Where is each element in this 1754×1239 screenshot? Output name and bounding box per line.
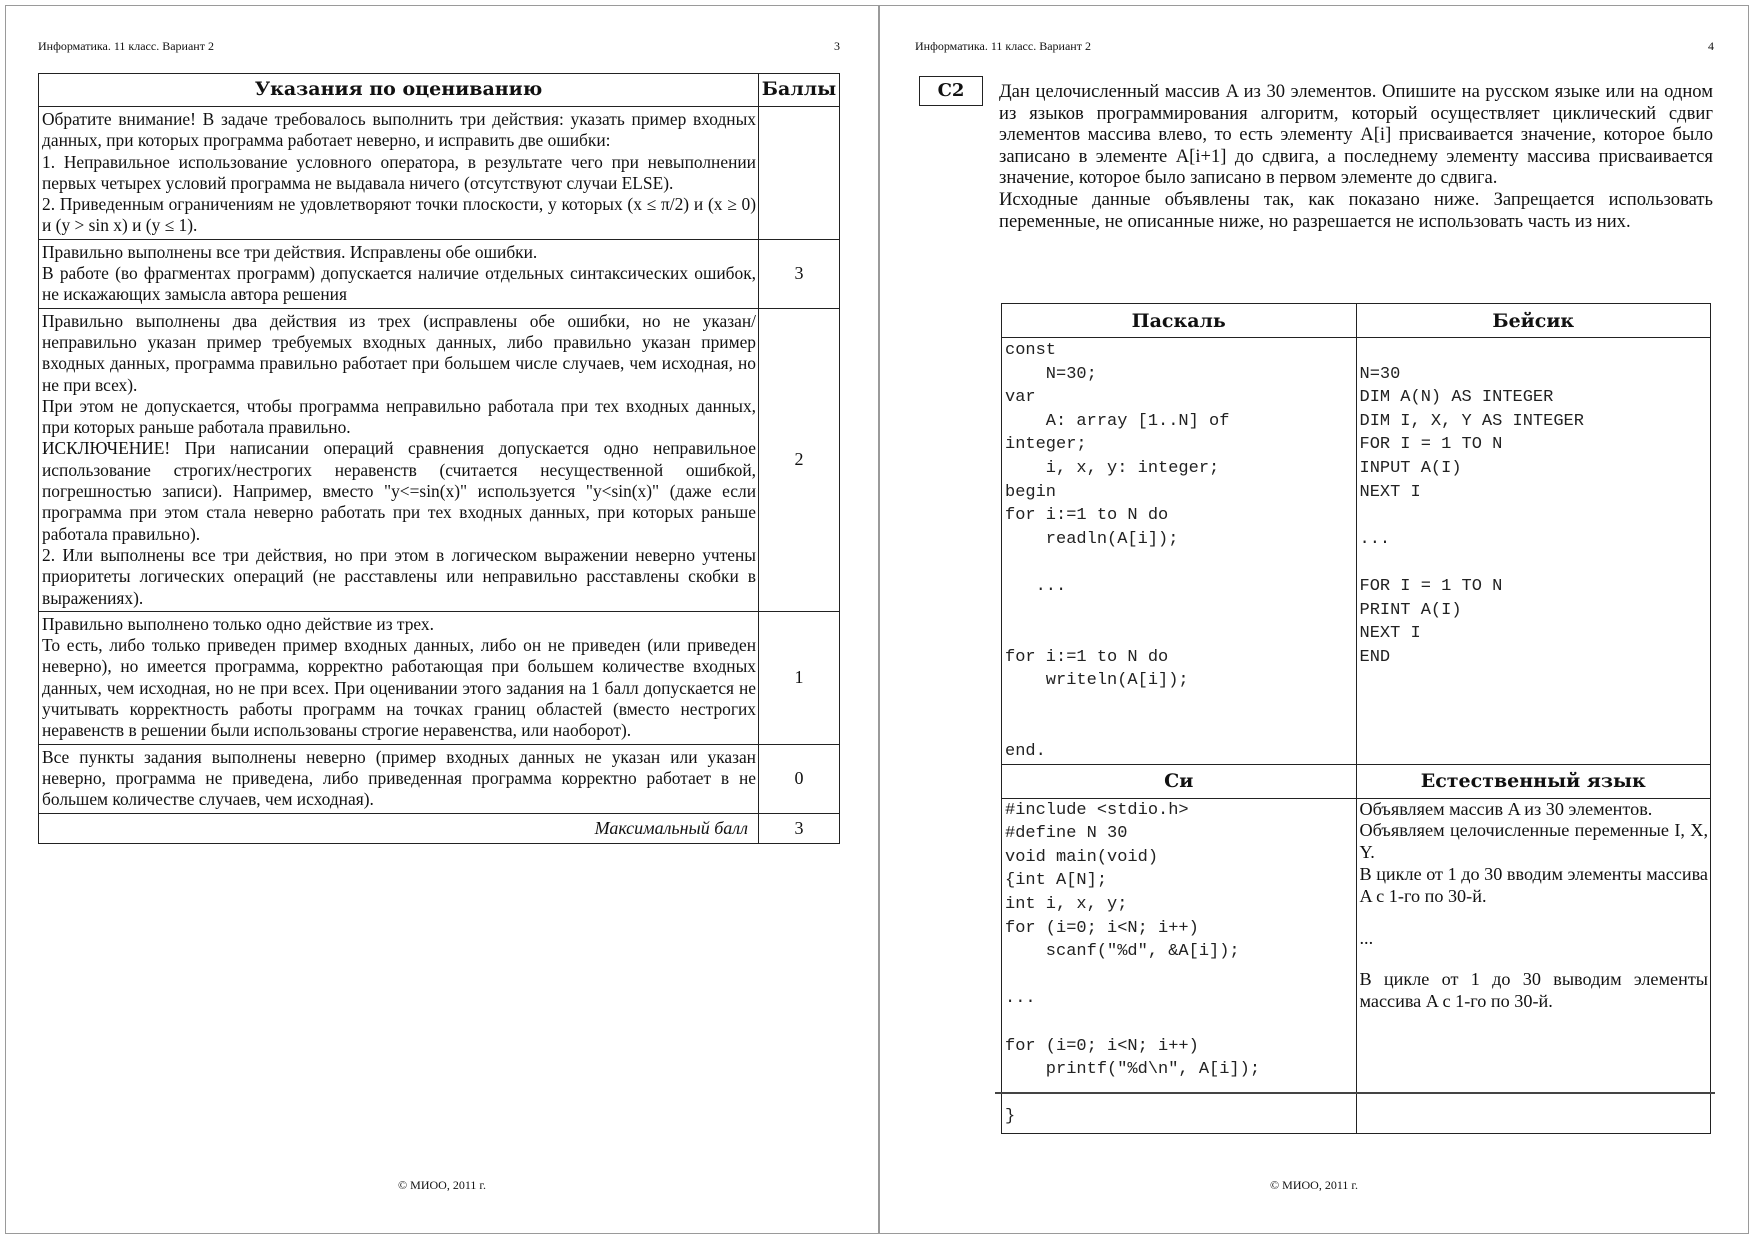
grading-table-header: [39, 74, 840, 107]
criteria-paragraph: То есть, либо только приведен пример входных данных, либо он не приведен (или приведен неверно), но имеется программа, корректно работающая при большем количестве входных данных, чем исходная, но не при всех. При оценивании этого задания на 1 балл допускается не учитывать корректность работы программ на точках границ областей (вместо нестрогих неравенств в решении были использованы строгие неравенства, или наоборот).: [42, 635, 756, 741]
table-row: [39, 239, 840, 308]
empty-score-cell: [759, 107, 840, 240]
points-cell: 3: [759, 239, 840, 308]
basic-code: N=30 DIM A(N) AS INTEGER DIM I, X, Y AS INTEGER FOR I = 1 TO N INPUT A(I) NEXT I ... FOR I = 1 TO N PRINT A(I) NEXT I END: [1359, 364, 1584, 667]
table-row-max: [39, 813, 840, 843]
header-pascal: Паскаль: [1002, 304, 1357, 338]
points-cell: 1: [759, 611, 840, 744]
intro-paragraph: 1. Неправильное использование условного оператора, в результате чего при невыполнении первых четырех условий программа не выдавала ничего (отсутствуют случаи ELSE).: [42, 151, 756, 193]
header-points: Баллы: [759, 74, 840, 107]
criteria-paragraph: 2. Или выполнены все три действия, но при этом в логическом выражении неверно учтены приоритеты логических операций (не расставлены или неправильно расставлены скобки в выражениях).: [42, 544, 756, 608]
header-criteria: Указания по оцениванию: [39, 74, 759, 107]
table-row: [39, 308, 840, 611]
page-right: [879, 5, 1749, 1234]
criteria-paragraph: Все пункты задания выполнены неверно (пример входных данных не указан или указан неверно, программа не приведена, либо приведенная программа корректно работает в не большем количестве случаев, чем исходная).: [42, 746, 756, 810]
grading-table: [38, 73, 840, 844]
pascal-code: const N=30; var A: array [1..N] of integer; i, x, y: integer; begin for i:=1 to N do readln(A[i]); ... for i:=1 to N do writeln(A[i]); end.: [1005, 341, 1230, 762]
task-label: C2: [919, 76, 983, 106]
points-cell: 2: [759, 308, 840, 611]
table-bottom-rule: [995, 1092, 1715, 1094]
natural-step: В цикле от 1 до 30 вводим элементы массива A с 1-го по 30-й.: [1359, 864, 1708, 906]
code-table-header-row: [1002, 764, 1711, 798]
natural-step: Объявляем целочисленные переменные I, X, Y.: [1359, 820, 1708, 863]
max-score-label: Максимальный балл: [39, 813, 759, 843]
points-cell: 0: [759, 744, 840, 813]
natural-language-cell: [1356, 798, 1711, 1133]
criteria-cell: [39, 239, 759, 308]
pascal-cell: [1002, 338, 1357, 765]
task-paragraph: Дан целочисленный массив A из 30 элементов. Опишите на русском языке или на одном из языков программирования алгоритм, который осуществляет циклический сдвиг элементов массива влево, то есть элементу A[i] присваивается значение, которое было записано в элементе A[i+1] до сдвига, а последнему элементу массива присваивается значение, которое было записано в первом элементе до сдвига.: [999, 81, 1713, 189]
table-row: [39, 611, 840, 744]
code-table: [1001, 303, 1711, 1134]
max-score-value: 3: [759, 813, 840, 843]
criteria-paragraph: При этом не допускается, чтобы программа неправильно работала при тех входных данных, при которых раньше работала правильно.: [42, 395, 756, 438]
header-c: Си: [1002, 764, 1357, 798]
intro-paragraph: Обратите внимание! В задаче требовалось выполнить три действия: указать пример входных данных, при которых программа работает неверно, и исправить две ошибки:: [42, 109, 756, 151]
criteria-cell: [39, 744, 759, 813]
table-row: [39, 744, 840, 813]
page-left: [5, 5, 879, 1234]
page-footer: © МИОО, 2011 г.: [1270, 1178, 1358, 1192]
page-footer: © МИОО, 2011 г.: [398, 1178, 486, 1192]
intro-paragraph: 2. Приведенным ограничениям не удовлетворяют точки плоскости, у которых (x ≤ π/2) и (x ≥ 0) и (y > sin x) и (y ≤ 1).: [42, 194, 756, 236]
intro-cell: [39, 107, 759, 240]
criteria-cell: [39, 308, 759, 611]
task-statement: [999, 81, 1713, 232]
natural-step: ...: [1359, 927, 1374, 948]
criteria-paragraph: Правильно выполнено только одно действие из трех.: [42, 613, 434, 634]
code-row-pascal-basic: [1002, 338, 1711, 765]
criteria-paragraph: Правильно выполнены все три действия. Исправлены обе ошибки.: [42, 241, 538, 262]
header-natural: Естественный язык: [1356, 764, 1711, 798]
code-row-c-natural: [1002, 798, 1711, 1133]
page-number: 3: [834, 39, 840, 53]
running-header: Информатика. 11 класс. Вариант 2: [915, 39, 1091, 53]
natural-step: В цикле от 1 до 30 выводим элементы массива A с 1-го по 30-й.: [1359, 969, 1708, 1012]
basic-cell: [1356, 338, 1711, 765]
criteria-paragraph: ИСКЛЮЧЕНИЕ! При написании операций сравнения допускается одно неправильное использование строгих/нестрогих неравенств (считается несущественной ошибкой, погрешностью записи). Например, вместо "y<=sin(x)" используется "y<sin(x)" (даже если программа при этом стала неверно работать при тех входных данных, при которых раньше работала правильно).: [42, 438, 756, 544]
page-number: 4: [1708, 39, 1714, 53]
c-code: #include <stdio.h> #define N 30 void main(void) {int A[N]; int i, x, y; for (i=0; i<N; i++) scanf("%d", &A[i]); ... for (i=0; i<N; i++) printf("%d\n", A[i]); }: [1005, 800, 1261, 1127]
criteria-paragraph: В работе (во фрагментах программ) допускается наличие отдельных синтаксических ошибок, не искажающих замысла автора решения: [42, 263, 756, 305]
criteria-cell: [39, 611, 759, 744]
header-basic: Бейсик: [1356, 304, 1711, 338]
code-table-header-row: [1002, 304, 1711, 338]
table-row-intro: [39, 107, 840, 240]
task-paragraph: Исходные данные объявлены так, как показано ниже. Запрещается использовать переменные, не описанные ниже, но разрешается не использовать часть из них.: [999, 188, 1713, 232]
criteria-paragraph: Правильно выполнены два действия из трех (исправлены обе ошибки, но не указан/неправильно указан пример требуемых входных данных, либо правильно указан пример входных данных, программа правильно работает при большем числе случаев, чем исходная, но не при всех).: [42, 310, 756, 395]
running-header: Информатика. 11 класс. Вариант 2: [38, 39, 214, 53]
natural-step: Объявляем массив A из 30 элементов.: [1359, 798, 1653, 819]
c-cell: [1002, 798, 1357, 1133]
